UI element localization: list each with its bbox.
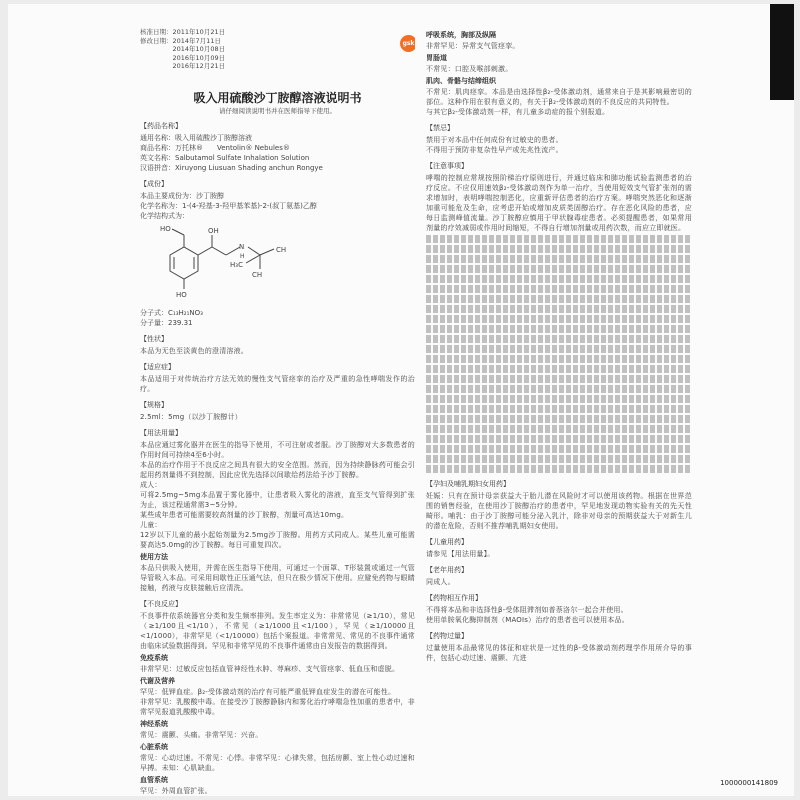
adverse-subheading: 免疫系统 <box>140 653 168 662</box>
right-column <box>426 4 692 796</box>
usage-child-label: 儿童： <box>140 520 162 529</box>
adverse-subtext: 非常罕见：过敏反应包括血管神经性水肿、荨麻疹、支气管痉挛、低血压和虚脱。 <box>140 664 400 673</box>
barcode-number: 1000000141809 <box>720 779 778 787</box>
section-heading-interactions: 【药物相互作用】 <box>426 594 482 602</box>
section-heading-traits: 【性状】 <box>140 334 168 343</box>
adverse-subheading: 神经系统 <box>140 719 168 728</box>
ingredient-line: 本品主要成份为：沙丁胺醇 <box>140 191 224 200</box>
svg-text:H₃C: H₃C <box>230 260 243 269</box>
indications-text: 本品适用于对传统治疗方法无效的慢性支气管痉挛的治疗及严重的急性哮喘发作的治疗。 <box>140 374 415 393</box>
specification-text: 2.5ml：5mg（以沙丁胺醇计） <box>140 412 243 421</box>
adverse-subheading: 呼吸系统，胸部及纵隔 <box>426 31 496 39</box>
adverse-subheading: 肌肉、骨骼与结缔组织 <box>426 77 496 85</box>
adverse-text: 不良事件依系统器官分类和发生频率排列。发生率定义为：非常常见（≥1/10），常见（≥1/100且<1/10），不常见（≥1/1000且<1/100），罕见（≥1/10000且<1/1000），非常罕见（<1/10000）包括个案报道。非常常见、常见的不良事件通常由临床试验数据得到。罕见和非常罕见的不良事件通常由自发报告的数据得到。 <box>140 611 415 650</box>
adverse-subtext: 与其它β₂-受体激动剂一样，有儿童多动症的报个别报道。 <box>426 108 610 116</box>
left-column <box>140 4 415 796</box>
svg-text:N: N <box>239 242 245 251</box>
usage-paragraph: 本品应通过雾化器并在医生的指导下使用，不可注射或者服。沙丁胺醇对大多数患者的作用时间可持续4至6小时。 <box>140 440 415 459</box>
section-heading-elderly: 【老年用药】 <box>426 566 468 574</box>
section-heading-usage: 【用法用量】 <box>140 428 182 437</box>
adverse-subtext: 罕见：低钾血症。β₂-受体激动剂的治疗有可能严重低钾血症发生的潜在可能性。 <box>140 687 396 696</box>
approval-date-line: 修改日期：2014年7月11日 <box>140 36 221 45</box>
svg-text:CH: CH <box>252 270 263 279</box>
section-heading-contraindications: 【禁忌】 <box>426 124 454 132</box>
reading-note: 请仔细阅读说明书并在医师指导下使用。 <box>219 106 336 115</box>
adverse-subtext: 不常见：肌肉痉挛。本品是由选择性β₂-受体激动剂，通常来自于是其影响最密切的部位。这种作用在很有意义的，有关于β₂-受体激动剂的不良反应的共同特性。 <box>426 88 692 106</box>
ingredient-line: 化学结构式为： <box>140 211 189 220</box>
approval-date-line: 核准日期：2011年10月21日 <box>140 28 226 36</box>
section-heading-specification: 【规格】 <box>140 400 168 409</box>
adverse-subtext: 罕见：外周血管扩张。 <box>140 786 212 795</box>
svg-text:CH: CH <box>276 245 287 254</box>
interaction-line: 不得将本品和非选择性β-受体阻滞剂如普萘洛尔一起合并使用。 <box>426 606 628 614</box>
usage-adult-text: 可将2.5mg~5mg本品置于雾化器中，让患者吸入雾化的溶液，直至支气管得到扩张为止，该过程通常需3~5分钟。 <box>140 490 415 509</box>
adverse-subtext: 非常罕见：异常支气管痉挛。 <box>426 42 520 50</box>
section-heading-overdose: 【药物过量】 <box>426 632 468 640</box>
svg-text:HO: HO <box>176 290 187 299</box>
section-heading-pregnancy: 【孕妇及哺乳期妇女用药】 <box>426 480 510 488</box>
section-heading-ingredients: 【成份】 <box>140 179 168 188</box>
adverse-subheading: 心脏系统 <box>140 742 168 751</box>
adverse-subheading: 血管系统 <box>140 775 168 784</box>
approval-date-line: 2016年12月21日 <box>140 62 226 70</box>
adverse-subtext: 不常见：口腔及喉部刺激。 <box>426 65 513 73</box>
section-heading-adverse-reactions: 【不良反应】 <box>140 599 182 608</box>
svg-text:H: H <box>240 252 245 260</box>
document-title: 吸入用硫酸沙丁胺醇溶液说明书 <box>193 90 362 105</box>
usage-paragraph: 本品的治疗作用于不良反应之间具有很大的安全范围。然而，因为持续静脉药可能会引起用药剂量得不到控制，因此应优先选择以间歇给药法给予沙丁胺醇。 <box>140 460 415 479</box>
precautions-continued-text <box>426 235 692 473</box>
contraindication-line: 禁用于对本品中任何成份有过敏史的患者。 <box>426 136 563 144</box>
ingredient-line: 化学名称为：1-(4-羟基-3-羟甲基苯基)-2-(叔丁氨基)乙醇 <box>140 201 317 210</box>
overdose-text: 过量使用本品最常见的体征和症状是一过性的β-受体激动剂药理学作用所介导的事件，包括心动过速、震颤、亢进 <box>426 644 692 662</box>
pregnancy-text: 妊娠：只有在预计母亲获益大于胎儿潜在风险时才可以使用该药物。根据在世界范围的销售经验，在使用沙丁胺醇治疗的患者中，罕见地发现动物实验有关的先天性畸形。哺乳：由于沙丁胺醇可能分泌入乳汁，除非对母亲的预期获益大于对新生儿的潜在危险，否则不推荐哺乳期妇女使用。 <box>426 492 692 530</box>
molecular-formula: 分子式：C₁₃H₂₁NO₃ <box>140 308 203 317</box>
adverse-subheading: 胃肠道 <box>426 54 447 62</box>
precautions-text: 哮喘的控制应常规按照阶梯治疗原则进行，并通过临床和肺功能试验监测患者的治疗反应。不应仅用速效β₂-受体激动剂作为单一治疗，当使用短效支气管扩张剂的需求增加时，表明哮喘控制恶化，应重新评估患者的治疗方案。哮喘突然恶化和逐渐加重可能危及生命，应考虑开始或增加皮质类固醇治疗。存在恶化风险的患者，应每日监测峰值流量。沙丁胺醇应慎用于甲状腺毒症患者。必须提醒患者，如果常用剂量的疗效减弱或作用时间缩短，不得自行增加剂量或用药次数，而应立即就医。 <box>426 174 692 232</box>
elderly-text: 同成人。 <box>426 578 455 586</box>
gsk-logo: gsk <box>400 35 415 52</box>
svg-text:HO: HO <box>160 224 171 233</box>
adverse-subtext: 常见：震颤、头痛。非常罕见：兴奋。 <box>140 730 263 739</box>
adverse-subheading: 代谢及营养 <box>140 676 175 685</box>
section-heading-drug-name: 【药品名称】 <box>140 121 182 130</box>
children-text: 请参见【用法用量】。 <box>426 550 495 558</box>
interaction-line: 使用单胺氧化酶抑制剂（MAOIs）治疗的患者也可以使用本品。 <box>426 616 629 624</box>
leaflet-sheet <box>8 4 794 796</box>
method-text: 本品只供吸入使用，并需在医生指导下使用，可通过一个面罩、T形装置或通过一气管导管吸入本品。可采用间歇性正压通气法，但只在极少情况下使用。应避免药物与眼睛接触，药液与皮肤接触后应清洗。 <box>140 563 415 592</box>
molecular-weight: 分子量：239.31 <box>140 318 193 327</box>
usage-adult-label: 成人： <box>140 480 162 489</box>
black-corner-tab <box>770 4 794 100</box>
contraindication-line: 不得用于预防非复杂性早产或先兆性流产。 <box>426 146 563 154</box>
section-heading-indications: 【适应症】 <box>140 362 175 371</box>
usage-child-text: 12岁以下儿童的最小起始剂量为2.5mg沙丁胺醇。用药方式同成人。某些儿童可能需要高达5.0mg的沙丁胺醇。每日可重复四次。 <box>140 530 415 549</box>
traits-text: 本品为无色至淡黄色的澄清溶液。 <box>140 346 248 355</box>
drug-name-line: 商品名称：万托林® Ventolin® Nebules® <box>140 143 290 152</box>
adverse-subtext: 常见：心动过速。不常见：心悸。非常罕见：心律失常，包括房颤、室上性心动过速和早搏。未知：心肌缺血。 <box>140 753 415 772</box>
section-heading-children: 【儿童用药】 <box>426 538 468 546</box>
approval-date-line: 2016年10月09日 <box>140 53 226 62</box>
usage-adult-extra: 某些成年患者可能需要较高剂量的沙丁胺醇，剂量可高达10mg。 <box>140 510 349 519</box>
svg-text:OH: OH <box>208 226 219 235</box>
drug-name-line: 英文名称：Salbutamol Sulfate Inhalation Solution <box>140 153 310 162</box>
approval-date-line: 2014年10月08日 <box>140 45 226 53</box>
drug-name-line: 通用名称：吸入用硫酸沙丁胺醇溶液 <box>140 133 252 142</box>
chemical-structure-diagram <box>142 225 312 303</box>
adverse-subtext: 非常罕见：乳酸酸中毒。在接受沙丁胺醇静脉内和雾化治疗哮喘急性加重的患者中，非常罕见报道乳酸酸中毒。 <box>140 697 415 716</box>
drug-name-line: 汉语拼音：Xiruyong Liusuan Shading anchun Rongye <box>140 163 323 172</box>
approval-dates <box>140 28 415 71</box>
section-heading-method: 使用方法 <box>140 552 168 561</box>
section-heading-precautions: 【注意事项】 <box>426 162 468 170</box>
